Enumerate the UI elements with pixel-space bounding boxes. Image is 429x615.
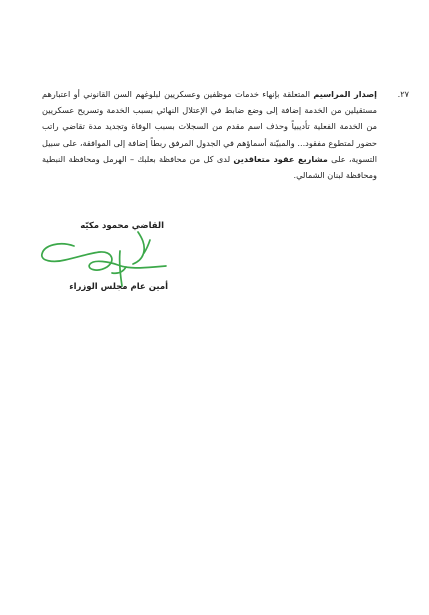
item-body [42, 86, 377, 183]
item-text-part-1: المتعلقة بإنهاء خدمات موظفين وعسكريين لبلوغهم السن القانوني أو اعتبارهم مستقيلين من الخدمة إضافة إلى وضع ضابط في الإعتلال النهائي بسبب الخدمة وتسريح عسكريين من الخدمة الفعلية تأديبياً وحذف اسم مقدم من السجلات بسبب الوفاة وتجديد مدة تقاضي راتب حضور لمتطوع مفقود... والمبيّنة أسماؤهم في الجدول المرفق ربطاً إضافة إلى الموافقة، على سبيل التسوية، على [42, 89, 377, 164]
item-text-part-2: لدى كل من محافظة بعلبك – الهرمل ومحافظة النبطية ومحافظة لبنان الشمالي. [42, 153, 377, 181]
signatory-name: القاضي محمود مكيّه [80, 221, 164, 231]
item-number: .٢٧ [397, 89, 409, 99]
handwritten-signature [36, 228, 168, 290]
decision-item [42, 86, 409, 183]
item-lead: إصدار المراسيم [313, 89, 377, 99]
signatory-title: أمين عام مجلس الوزراء [69, 282, 168, 292]
item-contracts: مشاريع عقود متعاقدين [233, 153, 328, 164]
